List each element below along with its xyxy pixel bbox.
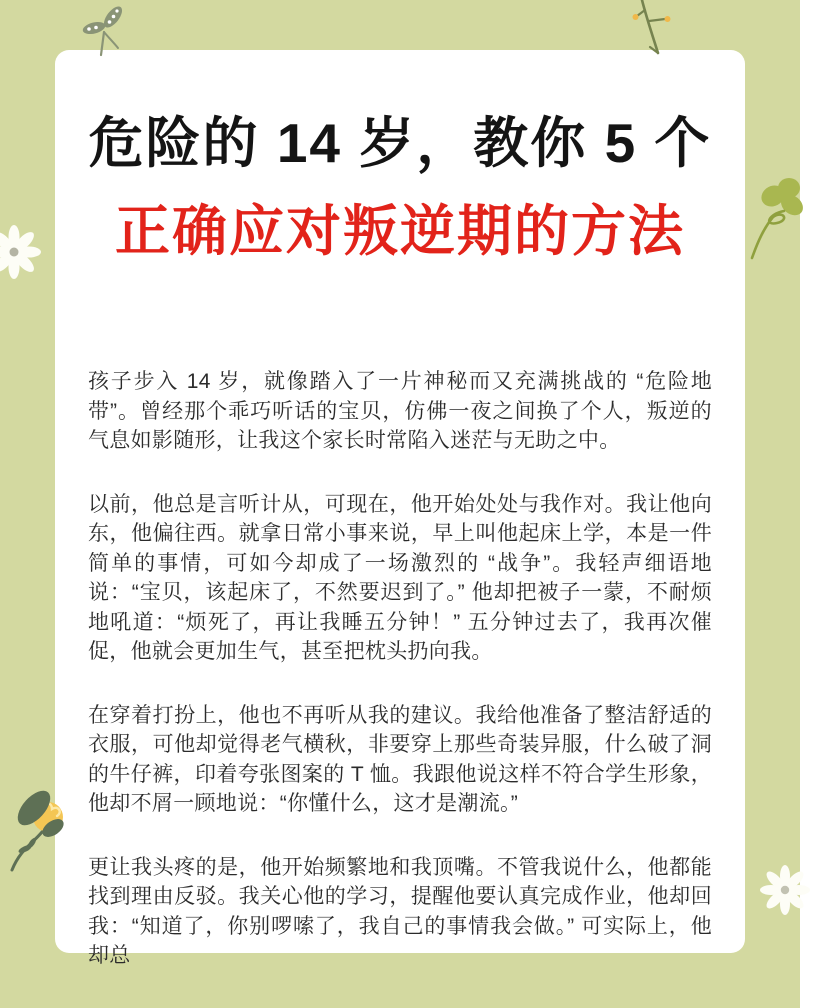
branch-icon (628, 0, 676, 56)
title-line-1: 危险的 14 岁，教你 5 个 (88, 112, 712, 174)
flower-icon (4, 786, 64, 886)
article-body (55, 367, 745, 971)
title-line-2: 正确应对叛逆期的方法 (114, 200, 685, 262)
daisy-right-icon (757, 862, 813, 918)
paragraph-1: 孩子步入 14 岁，就像踏入了一片神秘而又充满挑战的 “危险地带”。曾经那个乖巧听话的宝贝，仿佛一夜之间换了个人，叛逆的气息如影随形，让我这个家长时常陷入迷茫与无助之中。 (88, 370, 712, 452)
paragraph-4: 更让我头疼的是，他开始频繁地和我顶嘴。不管我说什么，他都能找到理由反驳。我关心他的学习，提醒他要认真完成作业，他却回我：“知道了，你别啰嗦了，我自己的事情我会做。” 可实际上，他却总 (88, 855, 712, 967)
leaf-icon (730, 178, 800, 263)
paragraph-2: 以前，他总是言听计从，可现在，他开始处处与我作对。我让他向东，他偏往西。就拿日常小事来说，早上叫他起床上学，本是一件简单的事情，可如今却成了一场激烈的 “战争”。我轻声细语地说：“宝贝，该起床了，不然要迟到了。” 他却把被子一蒙，不耐烦地吼道：“烦死了，再让我睡五分钟！” 五分钟过去了，我再次催促，他就会更加生气，甚至把枕头扔向我。 (88, 492, 712, 663)
content-card (55, 50, 745, 967)
sprig-icon (80, 6, 130, 58)
paragraph-3: 在穿着打扮上，他也不再听从我的建议。我给他准备了整洁舒适的衣服，可他却觉得老气横秋，非要穿上那些奇装异服，什么破了洞的牛仔裤，印着夸张图案的 T 恤。我跟他说这样不符合学生形象，他却不屑一顾地说：“你懂什么，这才是潮流。” (88, 703, 712, 815)
daisy-left-icon (0, 222, 44, 282)
